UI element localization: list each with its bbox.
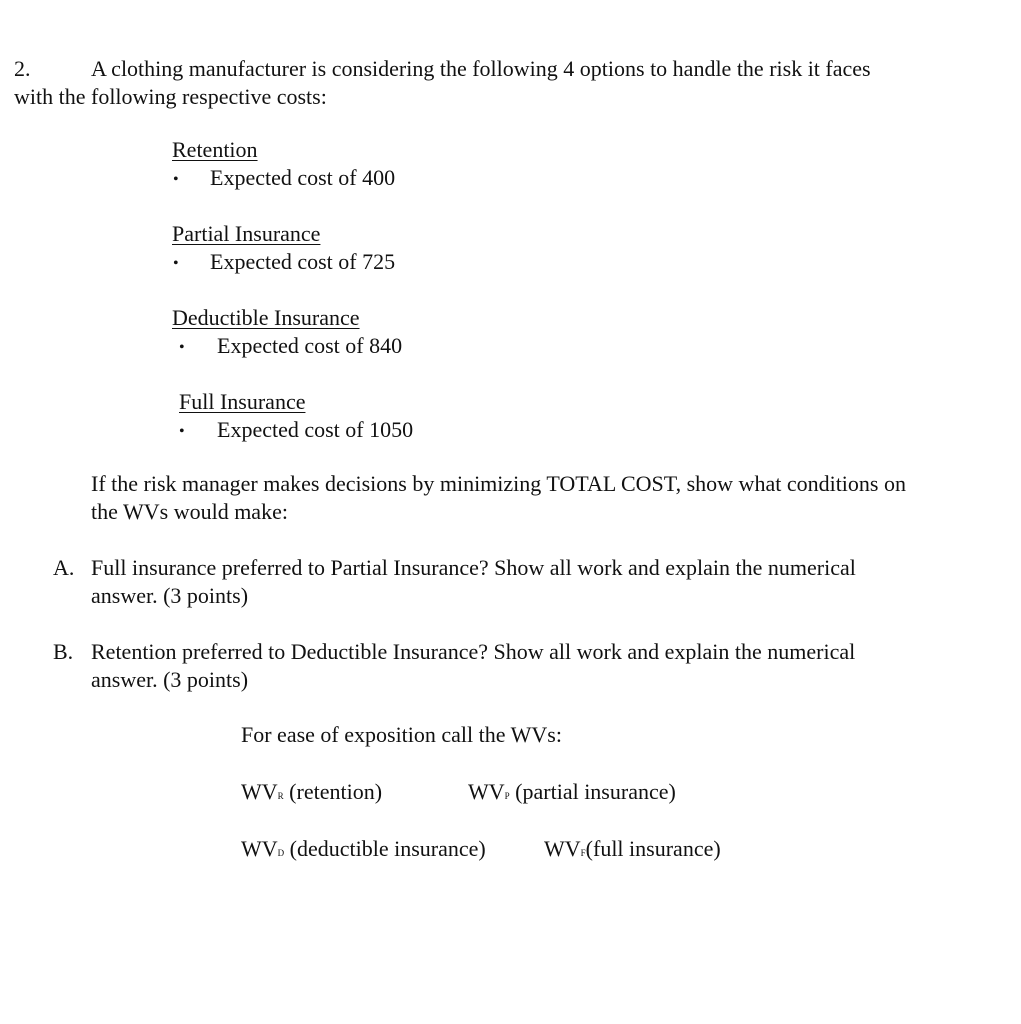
option-title-deductible: Deductible Insurance (172, 305, 360, 330)
bullet: • (179, 339, 185, 356)
wv-base: WV (544, 836, 581, 861)
wv-full (544, 835, 721, 867)
option-title-partial: Partial Insurance (172, 221, 321, 246)
wv-subscript: D (277, 848, 285, 858)
bullet: • (173, 171, 179, 188)
option-title-retention: Retention (172, 137, 258, 162)
prompt-line1: If the risk manager makes decisions by minimizing TOTAL COST, show what conditions on (91, 471, 906, 496)
question-intro-line2: with the following respective costs: (14, 84, 327, 109)
question-number: 2. (14, 56, 31, 81)
part-b-label: B. (53, 639, 74, 664)
wv-base: WV (241, 836, 278, 861)
wv-description: (partial insurance) (515, 779, 676, 804)
wv-subscript: F (580, 848, 586, 858)
wv-subscript: P (504, 791, 510, 801)
wv-description: (deductible insurance) (289, 836, 486, 861)
option-detail-deductible: Expected cost of 840 (217, 333, 403, 358)
wv-base: WV (468, 779, 505, 804)
prompt-line2: the WVs would make: (91, 499, 288, 524)
option-detail-retention: Expected cost of 400 (210, 165, 396, 190)
option-title-full: Full Insurance (179, 389, 306, 414)
option-detail-partial: Expected cost of 725 (210, 249, 396, 274)
bullet: • (173, 255, 179, 272)
wv-partial (468, 778, 676, 810)
part-a-line1: Full insurance preferred to Partial Insurance? Show all work and explain the numerical (91, 555, 856, 580)
wv-deductible (241, 835, 486, 867)
part-a-line2: answer. (3 points) (91, 583, 249, 608)
wv-base: WV (241, 779, 278, 804)
question-intro-line1: A clothing manufacturer is considering the following 4 options to handle the risk it faces (91, 56, 871, 81)
bullet: • (179, 423, 185, 440)
wv-description: (full insurance) (585, 836, 721, 861)
part-b-line2: answer. (3 points) (91, 667, 249, 692)
wv-description: (retention) (289, 779, 383, 804)
option-detail-full: Expected cost of 1050 (217, 417, 414, 442)
wv-retention (241, 778, 382, 810)
notation-intro: For ease of exposition call the WVs: (241, 722, 562, 747)
part-b-line1: Retention preferred to Deductible Insurance? Show all work and explain the numerical (91, 639, 856, 664)
part-a-label: A. (53, 555, 75, 580)
wv-subscript: R (277, 791, 284, 801)
